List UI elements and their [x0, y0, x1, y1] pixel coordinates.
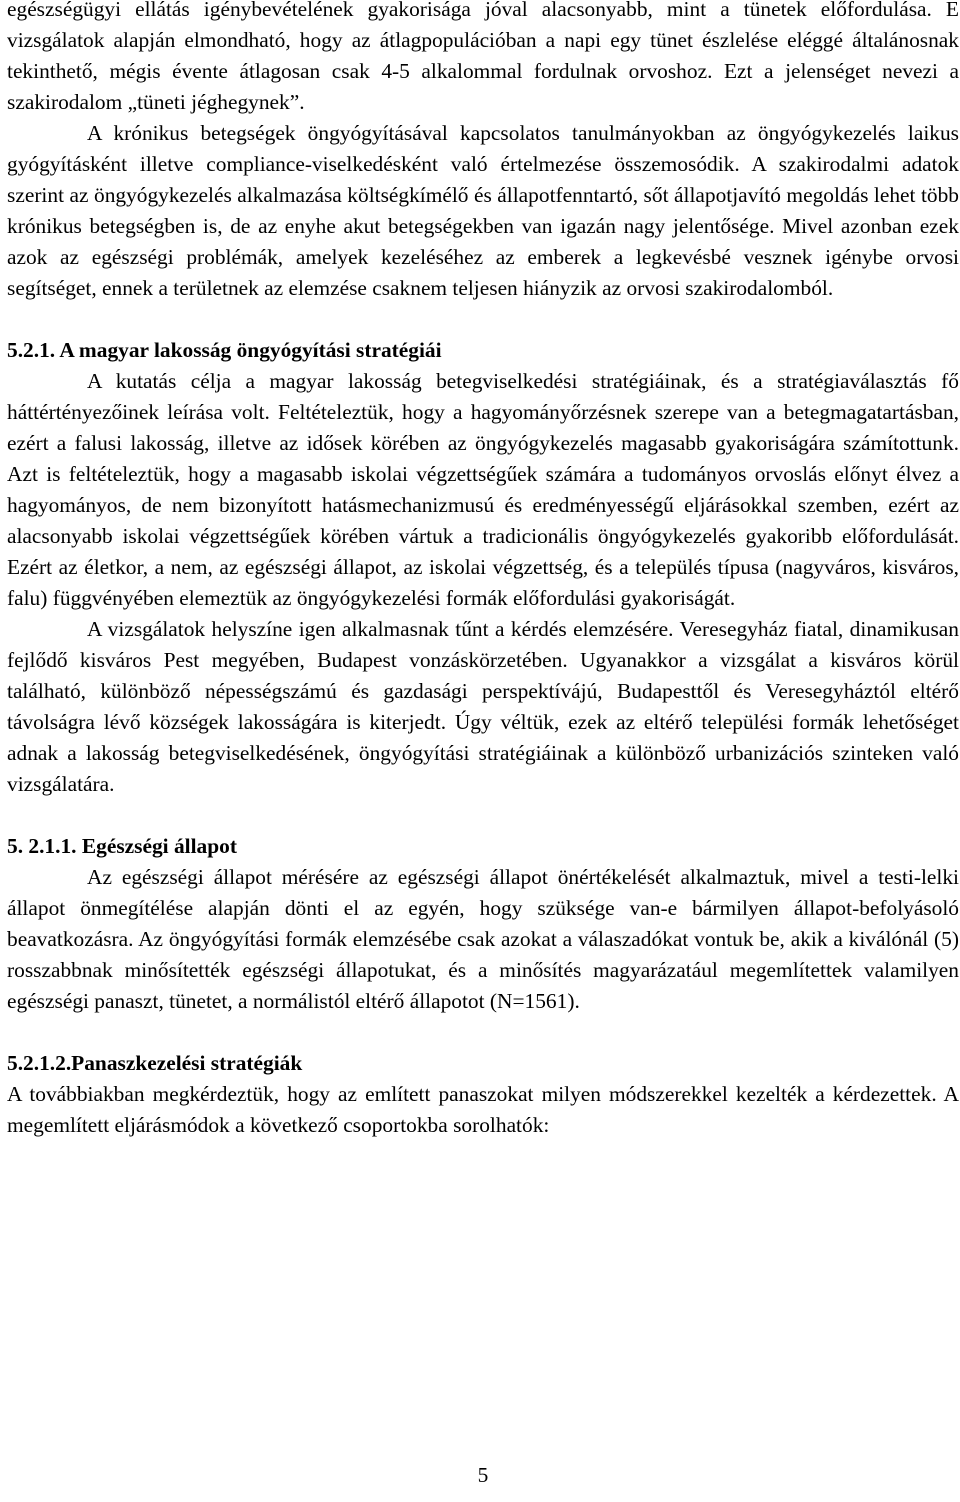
paragraph-research-aim: A kutatás célja a magyar lakosság betegviselkedési stratégiáinak, és a stratégiaválasztás fő háttértényezőinek leírása volt. Feltételeztük, hogy a hagyományőrzésnek szerepe van a betegmagatartásban, ezért a falusi lakosság, illetve az idősek körében az öngyógykezelés magasabb gyakoriságára számítottunk. Azt is feltételeztük, hogy a magasabb iskolai végzettségűek számára a tudományos orvoslás előnyt élvez a hagyományos, de nem bizonyított hatásmechanizmusú és eredményességű eljárásokkal szemben, ezért az alacsonyabb iskolai végzettségűek körében vártuk a tradicionális öngyógykezelés gyakoribb előfordulását. Ezért az életkor, a nem, az egészségi állapot, az iskolai végzettség, és a település típusa (nagyváros, kisváros, falu) függvényében elemeztük az öngyógykezelési formák előfordulási gyakoriságát. [7, 369, 959, 610]
document-body [7, 0, 959, 1141]
section-number: 5.2.1.2. [7, 1051, 72, 1075]
paragraph-study-location: A vizsgálatok helyszíne igen alkalmasnak tűnt a kérdés elemzésére. Veresegyház fiatal, dinamikusan fejlődő kisváros Pest megyében, Budapest vonzáskörzetében. Ugyanakkor a vizsgálat a kisváros körül található, különböző népességszámú és gazdasági perspektívájú, Budapesttől és Veresegyháztól eltérő távolságra lévő községek lakosságára is kiterjedt. Úgy véltük, ezek az eltérő települési formák lehetőséget adnak a lakosság betegviselkedésének, öngyógyítási stratégiáinak a különböző urbanizációs szinteken való vizsgálatára. [7, 617, 959, 796]
section-title: Egészségi állapot [81, 834, 237, 858]
section-title: A magyar lakosság öngyógyítási stratégiái [59, 338, 442, 362]
document-page [7, 0, 959, 1502]
paragraph-continuation: egészségügyi ellátás igénybevételének gyakorisága jóval alacsonyabb, mint a tünetek előfordulása. E vizsgálatok alapján elmondható, hogy az átlagpopulációban a napi egy tünet észlelése eléggé általánosnak tekinthető, mégis évente átlagosan csak 4-5 alkalommal fordulnak orvoshoz. Ezt a jelenséget nevezi a szakirodalom „tüneti jéghegynek”. [7, 0, 959, 114]
paragraph-health-status: Az egészségi állapot mérésére az egészségi állapot önértékelését alkalmaztuk, mivel a testi-lelki állapot önmegítélése alapján dönti el az egyén, hogy szüksége van-e bármilyen állapot-befolyásoló beavatkozásra. Az öngyógyítási formák elemzésébe csak azokat a válaszadókat vontuk be, akik a kiválónál (5) rosszabbnak minősítették egészségi állapotukat, és a minősítés magyarázatául megemlítettek valamilyen egészségi panaszt, tünetet, a normálistól eltérő állapotot (N=1561). [7, 865, 959, 1013]
page-number: 5 [477, 1463, 489, 1487]
section-title: Panaszkezelési stratégiák [71, 1051, 303, 1075]
section-heading-5-2-1-1 [7, 831, 959, 862]
section-heading-5-2-1-2 [7, 1048, 959, 1079]
section-heading-5-2-1 [7, 335, 959, 366]
paragraph-chronic-diseases: A krónikus betegségek öngyógyításával kapcsolatos tanulmányokban az öngyógykezelés laikus gyógyításként illetve compliance-viselkedésként való értelmezése összemosódik. A szakirodalmi adatok szerint az öngyógykezelés alkalmazása költségkímélő és állapotfenntartó, sőt állapotjavító megoldás lehet több krónikus betegségben is, de az enyhe akut betegségekben van igazán nagy jelentősége. Mivel azonban ezek azok az egészségi problémák, amelyek kezeléséhez az emberek a legkevésbé vesznek igénybe orvosi segítséget, ennek a területnek az elemzése csaknem teljesen hiányzik az orvosi szakirodalomból. [7, 121, 959, 300]
section-number: 5. 2.1.1. [7, 834, 77, 858]
paragraph-complaint-strategies: A továbbiakban megkérdeztük, hogy az említett panaszokat milyen módszerekkel kezelték a kérdezettek. A megemlített eljárásmódok a következő csoportokba sorolhatók: [7, 1082, 959, 1137]
section-number: 5.2.1. [7, 338, 56, 362]
